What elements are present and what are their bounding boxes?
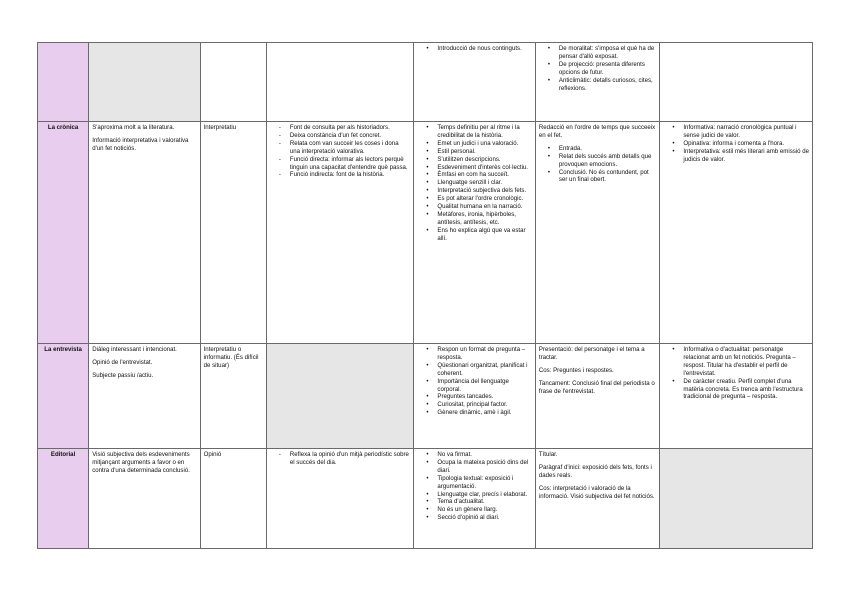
list-item: - Reflexa la opinió d'un mitjà periodístic sobre el succés del dia. — [270, 451, 411, 467]
row-label-cell — [38, 449, 89, 549]
list-item: • Introducció de nous continguts. — [417, 45, 531, 53]
cell-types — [660, 43, 813, 122]
paragraph: Redacció en l'ordre de temps que succeeix en el fet. — [538, 124, 656, 139]
paragraph: Presentació: del personatge i el tema a tractar. — [538, 346, 645, 361]
cell-types — [660, 344, 813, 449]
list-item: - Funció indirecta: font de la història. — [270, 171, 411, 179]
cell-function — [266, 449, 414, 549]
list-item: • Èmfasi en com ha succeït. — [417, 171, 531, 179]
list-item: - Font de consulta per als historiadors. — [270, 124, 411, 132]
list-item: • Preguntes tancades. — [417, 393, 531, 401]
paragraph: Paràgraf d'inici: exposició dels fets, fonts i dades reals. — [538, 463, 652, 479]
list-item: • No va firmat. — [417, 451, 531, 459]
paragraph: Diàleg interessant i intencionat. — [92, 346, 177, 353]
list-item: • Opinativa: informa i comenta a l'hora. — [663, 140, 809, 148]
list-item: • Secció d'opinió al diari. — [417, 514, 531, 522]
table-row — [38, 122, 813, 344]
list-item: • Tipologia textual: exposició i argumentació. — [417, 475, 531, 491]
paragraph: Tancament: Conclusió final del periodista o frase de l'entrevistat. — [538, 379, 655, 395]
list-item: • Interpretativa: estil més literari amb emissió de judicis de valor. — [663, 148, 809, 164]
list-item: • Esdeveniment d'interès col·lectiu. — [417, 164, 531, 172]
genre-type: Interpretatiu — [203, 124, 237, 131]
list-item: • Es pot alterar l'ordre cronològic. — [417, 195, 531, 203]
list-item: • Informativa: narració cronològica puntual i sense judici de valor. — [663, 124, 809, 140]
list-item: • Curiositat, principal factor. — [417, 401, 531, 409]
list-item: • De moralitat: s'imposa el què ha de pensar d'allò exposat. — [539, 45, 656, 61]
paragraph: Visió subjectiva dels esdeveniments mitjançant arguments a favor o en contra d'una determinada conclusió. — [92, 451, 190, 474]
cell-type — [200, 344, 266, 449]
cell-types — [660, 122, 813, 344]
list-item: • Emet un judici i una valoració. — [417, 140, 531, 148]
genre-type: Opinió — [203, 451, 222, 458]
cell-features — [414, 449, 535, 549]
table-row — [38, 344, 813, 449]
list-item: • Informativa o d'actualitat: personatge relacionat amb un fet noticiós. Pregunta – respost. Titular ha d'establir el perfil de l'entrevistat. — [663, 346, 809, 378]
table-row — [38, 43, 813, 122]
cell-definition — [89, 449, 200, 549]
cell-structure — [535, 43, 659, 122]
cell-type — [200, 449, 266, 549]
row-label-cell — [38, 43, 89, 122]
row-label: Editorial — [50, 451, 76, 458]
list-item: • Llenguatge senzill i clar. — [417, 179, 531, 187]
paragraph: Títular. — [538, 451, 558, 458]
genre-type: Interpretatiu o informatiu. (És difícil de situar) — [203, 346, 259, 369]
list-item: • Respon un format de pregunta – resposta. — [417, 346, 531, 362]
list-item: • Estil personal. — [417, 148, 531, 156]
cell-features — [414, 122, 535, 344]
cell-structure — [535, 122, 659, 344]
list-item: • Ocupa la mateixa posició dins del diari. — [417, 459, 531, 475]
cell-function — [266, 344, 414, 449]
paragraph: Informació interpretativa i valorativa d'un fet noticiós. — [92, 136, 189, 152]
cell-type — [200, 122, 266, 344]
list-item: • Importància del llenguatge corporal. — [417, 378, 531, 394]
row-label: La crònica — [47, 124, 79, 131]
paragraph: Cos: interpretació i valoració de la informació. Visió subjectiva del fet noticiós. — [538, 484, 655, 500]
cell-types — [660, 449, 813, 549]
paragraph: S'aproxima molt a la literatura. — [92, 124, 175, 131]
row-label-cell — [38, 122, 89, 344]
list-item: • Qüestionari organitzat, planificat i coherent. — [417, 362, 531, 378]
list-item: • Entrada. — [539, 145, 656, 153]
list-item: • Anticlimàtic: detalls curiosos, cites, reflexions. — [539, 77, 656, 93]
cell-definition — [89, 43, 200, 122]
cell-function — [266, 43, 414, 122]
list-item: • No és un gènere llarg. — [417, 506, 531, 514]
cell-structure — [535, 344, 659, 449]
list-item: • Tema d'actualitat. — [417, 498, 531, 506]
table-row — [38, 449, 813, 549]
cell-definition — [89, 344, 200, 449]
cell-structure — [535, 449, 659, 549]
list-item: • Qualitat humana en la narració. — [417, 203, 531, 211]
list-item: • Gènere dinàmic, amè i àgil. — [417, 409, 531, 417]
list-item: • Interpretació subjectiva dels fets. — [417, 187, 531, 195]
list-item: • S'utilitzen descripcions. — [417, 156, 531, 164]
list-item: • Metàfores, ironia, hipèrboles, antítesis, antítesis, etc. — [417, 211, 531, 227]
list-item: • Ens ho explica algú que va estar allí. — [417, 227, 531, 243]
list-item: - Funció directa: informar als lectors perquè tinguin una capacitat d'entendre què passa. — [270, 156, 411, 172]
cell-type — [200, 43, 266, 122]
cell-definition — [89, 122, 200, 344]
row-label: La entrevista — [44, 346, 82, 353]
list-item: - Deixa constància d'un fet concret. — [270, 132, 411, 140]
paragraph: Subjecte passiu /actiu. — [92, 371, 154, 379]
genres-table — [37, 42, 813, 549]
list-item: • Llenguatge clar, precís i elaborat. — [417, 491, 531, 499]
cell-function — [266, 122, 414, 344]
list-item: • Conclusió. No és contundent, pot ser un final obert. — [539, 169, 656, 185]
cell-features — [414, 43, 535, 122]
list-item: • De caràcter creatiu. Perfil complet d'una matèria concreta. Es trenca amb l'estructura tradicional de pregunta – resposta. — [663, 378, 809, 402]
list-item: • Relat dels succés amb detalls que provoquen emocions. — [539, 153, 656, 169]
list-item: • Temps definitiu per al ritme i la credibilitat de la història. — [417, 124, 531, 140]
row-label-cell — [38, 344, 89, 449]
cell-features — [414, 344, 535, 449]
paragraph: Opinió de l'entrevistat. — [92, 358, 153, 366]
list-item: - Relata com van succeir les coses i dona una interpretació valorativa. — [270, 140, 411, 156]
list-item: • De projecció: presenta diferents opcions de futur. — [539, 61, 656, 77]
paragraph: Cos: Preguntes i respostes. — [538, 366, 614, 374]
